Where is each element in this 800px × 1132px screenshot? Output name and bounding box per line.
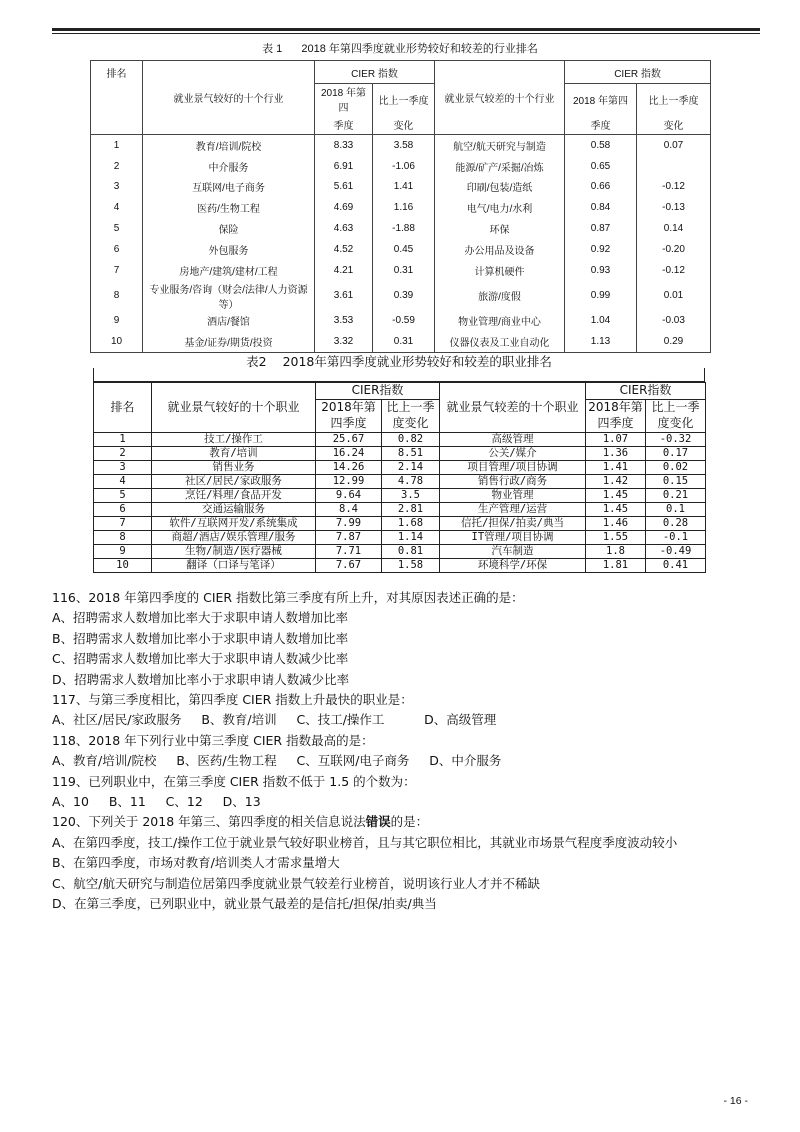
- good-cier-cell: 3.53: [315, 311, 373, 332]
- good-name-cell: 专业服务/咨询（财会/法律/人力资源等）: [143, 281, 315, 311]
- good-change-cell: 1.16: [373, 197, 435, 218]
- rank-cell: 8: [94, 531, 152, 545]
- bad-name-cell: 电气/电力/水利: [435, 197, 565, 218]
- question-option: D、在第三季度，已列职业中，就业景气最差的是信托/担保/拍卖/典当: [52, 896, 437, 912]
- good-change-cell: 3.5: [382, 489, 440, 503]
- good-name-cell: 翻译（口译与笔译）: [152, 559, 316, 573]
- bad-cier-cell: 1.45: [586, 489, 646, 503]
- good-name-cell: 房地产/建筑/建材/工程: [143, 260, 315, 281]
- good-name-cell: 医药/生物工程: [143, 197, 315, 218]
- bad-name-cell: 办公用品及设备: [435, 239, 565, 260]
- bad-change-cell: 0.01: [637, 281, 711, 311]
- good-name-cell: 中介服务: [143, 156, 315, 177]
- rank-cell: 4: [91, 197, 143, 218]
- table-row: [91, 239, 711, 260]
- bad-name-cell: 环保: [435, 218, 565, 239]
- good-cier-cell: 8.33: [315, 135, 373, 156]
- bad-change-cell: 0.29: [637, 331, 711, 352]
- rank-cell: 6: [94, 503, 152, 517]
- bq4-header: 2018年第: [586, 400, 646, 417]
- bad-name-cell: 仪器仪表及工业自动化: [435, 331, 565, 352]
- q4-header-2: 季度: [315, 114, 373, 135]
- bchange-header: 比上一季: [646, 400, 706, 417]
- question-options-inline: A、社区/居民/家政服务 B、教育/培训 C、技工/操作工 D、高级管理: [52, 712, 497, 728]
- good-change-cell: 0.39: [373, 281, 435, 311]
- bad-change-cell: -0.12: [637, 260, 711, 281]
- change-header-2: 度变化: [382, 416, 440, 433]
- question-option: B、在第四季度，市场对教育/培训类人才需求量增大: [52, 855, 340, 871]
- page-number: - 16 -: [723, 1095, 748, 1107]
- table-row: [91, 260, 711, 281]
- good-change-cell: 1.41: [373, 177, 435, 198]
- bad-change-cell: 0.07: [637, 135, 711, 156]
- good-change-cell: 0.81: [382, 545, 440, 559]
- good-name-cell: 技工/操作工: [152, 433, 316, 447]
- bad-change-cell: 0.1: [646, 503, 706, 517]
- question-option: C、航空/航天研究与制造位居第四季度就业景气较差行业榜首，说明该行业人才并不稀缺: [52, 875, 540, 891]
- table-row: [94, 447, 706, 461]
- rank-cell: 7: [94, 517, 152, 531]
- bchange-header-2: 变化: [637, 114, 711, 135]
- bad-industries-header: 就业景气较差的十个行业: [435, 61, 565, 135]
- good-change-cell: 0.45: [373, 239, 435, 260]
- bad-cier-cell: 1.8: [586, 545, 646, 559]
- question-option: D、招聘需求人数增加比率小于求职申请人数减少比率: [52, 671, 350, 687]
- table2-job-ranking: [93, 382, 706, 573]
- bq4-header-2: 四季度: [586, 416, 646, 433]
- q4-header: 2018 年第四: [315, 84, 373, 115]
- good-cier-cell: 3.61: [315, 281, 373, 311]
- table-row: [91, 177, 711, 198]
- question-stem: 118、2018 年下列行业中第三季度 CIER 指数最高的是：: [52, 732, 374, 748]
- good-name-cell: 软件/互联网开发/系统集成: [152, 517, 316, 531]
- table-row: [94, 545, 706, 559]
- bad-name-cell: 航空/航天研究与制造: [435, 135, 565, 156]
- good-cier-cell: 4.63: [315, 218, 373, 239]
- bad-cier-cell: 0.93: [565, 260, 637, 281]
- bad-change-cell: -0.12: [637, 177, 711, 198]
- question-option: A、在第四季度，技工/操作工位于就业景气较好职业榜首，且与其它职位相比，其就业市场景气程度季度波动较小: [52, 834, 678, 850]
- good-cier-cell: 3.32: [315, 331, 373, 352]
- table-row: [91, 331, 711, 352]
- top-rule-thin: [52, 33, 760, 34]
- good-cier-cell: 12.99: [316, 475, 382, 489]
- good-cier-cell: 4.69: [315, 197, 373, 218]
- table-row: [91, 218, 711, 239]
- good-change-cell: -1.88: [373, 218, 435, 239]
- bad-cier-cell: 0.99: [565, 281, 637, 311]
- bad-cier-cell: 0.58: [565, 135, 637, 156]
- good-cier-cell: 16.24: [316, 447, 382, 461]
- top-rule: [52, 28, 760, 31]
- good-name-cell: 外包服务: [143, 239, 315, 260]
- bad-change-cell: -0.32: [646, 433, 706, 447]
- table-row: [94, 503, 706, 517]
- table-row: [94, 489, 706, 503]
- bad-change-cell: [637, 156, 711, 177]
- bad-change-cell: 0.28: [646, 517, 706, 531]
- question-stem: [52, 812, 752, 832]
- bad-change-cell: -0.49: [646, 545, 706, 559]
- good-cier-cell: 8.4: [316, 503, 382, 517]
- bad-cier-cell: 0.92: [565, 239, 637, 260]
- good-cier-cell: 7.87: [316, 531, 382, 545]
- table2-caption: 表2 2018年第四季度就业形势较好和较差的职业排名: [246, 354, 552, 369]
- bq4-header: 2018 年第四: [565, 84, 637, 115]
- rank-cell: 2: [94, 447, 152, 461]
- good-jobs-header: 就业景气较好的十个职业: [152, 383, 316, 433]
- bq4-header-2: 季度: [565, 114, 637, 135]
- good-change-cell: -1.06: [373, 156, 435, 177]
- change-header: 比上一季: [382, 400, 440, 417]
- bad-name-cell: 环境科学/环保: [440, 559, 586, 573]
- bad-name-cell: 能源/矿产/采掘/冶炼: [435, 156, 565, 177]
- good-name-cell: 生物/制造/医疗器械: [152, 545, 316, 559]
- bad-cier-header: CIER 指数: [565, 61, 711, 84]
- bad-change-cell: 0.17: [646, 447, 706, 461]
- good-cier-cell: 5.61: [315, 177, 373, 198]
- good-cier-cell: 25.67: [316, 433, 382, 447]
- question-stem-text: 的是：: [390, 814, 429, 830]
- table-row: [94, 433, 706, 447]
- bad-name-cell: 生产管理/运营: [440, 503, 586, 517]
- rank-header: 排名: [91, 61, 143, 135]
- good-cier-cell: 4.21: [315, 260, 373, 281]
- bad-change-cell: -0.1: [646, 531, 706, 545]
- question-options-inline: A、10 B、11 C、12 D、13: [52, 794, 261, 810]
- good-change-cell: 1.14: [382, 531, 440, 545]
- bad-change-cell: 0.41: [646, 559, 706, 573]
- q4-header-2: 四季度: [316, 416, 382, 433]
- table1-industry-ranking: [90, 60, 711, 353]
- good-name-cell: 交通运输服务: [152, 503, 316, 517]
- bchange-header-2: 度变化: [646, 416, 706, 433]
- bad-name-cell: 物业管理: [440, 489, 586, 503]
- bad-name-cell: 印刷/包装/造纸: [435, 177, 565, 198]
- rank-cell: 9: [94, 545, 152, 559]
- bad-cier-cell: 1.81: [586, 559, 646, 573]
- table-row: [94, 559, 706, 573]
- good-name-cell: 教育/培训: [152, 447, 316, 461]
- q4-header: 2018年第: [316, 400, 382, 417]
- good-change-cell: 0.31: [373, 331, 435, 352]
- rank-header: 排名: [94, 383, 152, 433]
- good-name-cell: 销售业务: [152, 461, 316, 475]
- good-name-cell: 酒店/餐馆: [143, 311, 315, 332]
- rank-cell: 3: [94, 461, 152, 475]
- table-row: [91, 281, 711, 311]
- bad-name-cell: 项目管理/项目协调: [440, 461, 586, 475]
- bad-cier-cell: 1.36: [586, 447, 646, 461]
- rank-cell: 5: [94, 489, 152, 503]
- rank-cell: 1: [91, 135, 143, 156]
- bad-jobs-header: 就业景气较差的十个职业: [440, 383, 586, 433]
- change-header: 比上一季度: [373, 84, 435, 115]
- bad-name-cell: 信托/担保/拍卖/典当: [440, 517, 586, 531]
- table-row: [94, 517, 706, 531]
- table-row: [91, 197, 711, 218]
- question-list: [52, 588, 752, 915]
- good-change-cell: 0.31: [373, 260, 435, 281]
- table-row: [91, 311, 711, 332]
- bad-cier-cell: 1.07: [586, 433, 646, 447]
- table2-spacer: [93, 368, 705, 382]
- bad-change-cell: -0.03: [637, 311, 711, 332]
- good-cier-header: CIER 指数: [315, 61, 435, 84]
- question-stem: 119、已列职业中，在第三季度 CIER 指数不低于 1.5 的个数为：: [52, 773, 416, 789]
- good-change-cell: 1.58: [382, 559, 440, 573]
- rank-cell: 3: [91, 177, 143, 198]
- good-cier-cell: 7.67: [316, 559, 382, 573]
- question-option: A、招聘需求人数增加比率大于求职申请人数增加比率: [52, 610, 349, 626]
- bad-cier-cell: 1.46: [586, 517, 646, 531]
- good-cier-cell: 7.71: [316, 545, 382, 559]
- table-row: [94, 475, 706, 489]
- bchange-header: 比上一季度: [637, 84, 711, 115]
- change-header-2: 变化: [373, 114, 435, 135]
- good-name-cell: 社区/居民/家政服务: [152, 475, 316, 489]
- bad-cier-cell: 1.45: [586, 503, 646, 517]
- good-name-cell: 保险: [143, 218, 315, 239]
- rank-cell: 10: [91, 331, 143, 352]
- rank-cell: 8: [91, 281, 143, 311]
- table1-caption: 表 1 2018 年第四季度就业形势较好和较差的行业排名: [262, 43, 538, 55]
- bad-change-cell: 0.14: [637, 218, 711, 239]
- bad-change-cell: -0.13: [637, 197, 711, 218]
- table-row: [94, 461, 706, 475]
- rank-cell: 1: [94, 433, 152, 447]
- good-cier-cell: 7.99: [316, 517, 382, 531]
- bad-cier-cell: 1.41: [586, 461, 646, 475]
- good-change-cell: 2.81: [382, 503, 440, 517]
- bad-change-cell: 0.15: [646, 475, 706, 489]
- bad-name-cell: IT管理/项目协调: [440, 531, 586, 545]
- bad-cier-cell: 0.66: [565, 177, 637, 198]
- table-row: [94, 531, 706, 545]
- good-change-cell: 8.51: [382, 447, 440, 461]
- good-cier-cell: 4.52: [315, 239, 373, 260]
- bad-name-cell: 销售行政/商务: [440, 475, 586, 489]
- bad-name-cell: 旅游/度假: [435, 281, 565, 311]
- bad-cier-cell: 1.13: [565, 331, 637, 352]
- bad-change-cell: -0.20: [637, 239, 711, 260]
- good-cier-header: CIER指数: [316, 383, 440, 400]
- good-change-cell: 1.68: [382, 517, 440, 531]
- good-name-cell: 烹饪/料理/食品开发: [152, 489, 316, 503]
- bad-cier-cell: 1.42: [586, 475, 646, 489]
- bad-cier-cell: 0.84: [565, 197, 637, 218]
- rank-cell: 10: [94, 559, 152, 573]
- good-cier-cell: 14.26: [316, 461, 382, 475]
- good-cier-cell: 9.64: [316, 489, 382, 503]
- bad-cier-cell: 1.55: [586, 531, 646, 545]
- good-change-cell: 4.78: [382, 475, 440, 489]
- rank-cell: 2: [91, 156, 143, 177]
- rank-cell: 6: [91, 239, 143, 260]
- good-change-cell: 0.82: [382, 433, 440, 447]
- bad-name-cell: 物业管理/商业中心: [435, 311, 565, 332]
- good-name-cell: 教育/培训/院校: [143, 135, 315, 156]
- good-cier-cell: 6.91: [315, 156, 373, 177]
- question-stem: 116、2018 年第四季度的 CIER 指数比第三季度有所上升，对其原因表述正确的是：: [52, 590, 524, 605]
- bad-cier-cell: 1.04: [565, 311, 637, 332]
- question-option: C、招聘需求人数增加比率大于求职申请人数减少比率: [52, 651, 349, 667]
- bad-cier-cell: 0.65: [565, 156, 637, 177]
- question-option: B、招聘需求人数增加比率小于求职申请人数增加比率: [52, 630, 349, 646]
- question-stem-text: 120、下列关于 2018 年第三、第四季度的相关信息说法: [52, 814, 366, 830]
- bad-name-cell: 公关/媒介: [440, 447, 586, 461]
- question-stem-emphasis: 错误: [365, 814, 391, 830]
- good-industries-header: 就业景气较好的十个行业: [143, 61, 315, 135]
- good-change-cell: -0.59: [373, 311, 435, 332]
- good-name-cell: 商超/酒店/娱乐管理/服务: [152, 531, 316, 545]
- good-change-cell: 3.58: [373, 135, 435, 156]
- good-name-cell: 基金/证券/期货/投资: [143, 331, 315, 352]
- bad-change-cell: 0.02: [646, 461, 706, 475]
- bad-name-cell: 汽车制造: [440, 545, 586, 559]
- bad-cier-header: CIER指数: [586, 383, 706, 400]
- good-change-cell: 2.14: [382, 461, 440, 475]
- rank-cell: 5: [91, 218, 143, 239]
- rank-cell: 4: [94, 475, 152, 489]
- table-row: [91, 156, 711, 177]
- rank-cell: 9: [91, 311, 143, 332]
- bad-cier-cell: 0.87: [565, 218, 637, 239]
- bad-name-cell: 高级管理: [440, 433, 586, 447]
- table-row: [91, 135, 711, 156]
- good-name-cell: 互联网/电子商务: [143, 177, 315, 198]
- rank-cell: 7: [91, 260, 143, 281]
- question-options-inline: A、教育/培训/院校 B、医药/生物工程 C、互联网/电子商务 D、中介服务: [52, 753, 502, 769]
- bad-name-cell: 计算机硬件: [435, 260, 565, 281]
- question-stem: 117、与第三季度相比，第四季度 CIER 指数上升最快的职业是：: [52, 692, 413, 708]
- bad-change-cell: 0.21: [646, 489, 706, 503]
